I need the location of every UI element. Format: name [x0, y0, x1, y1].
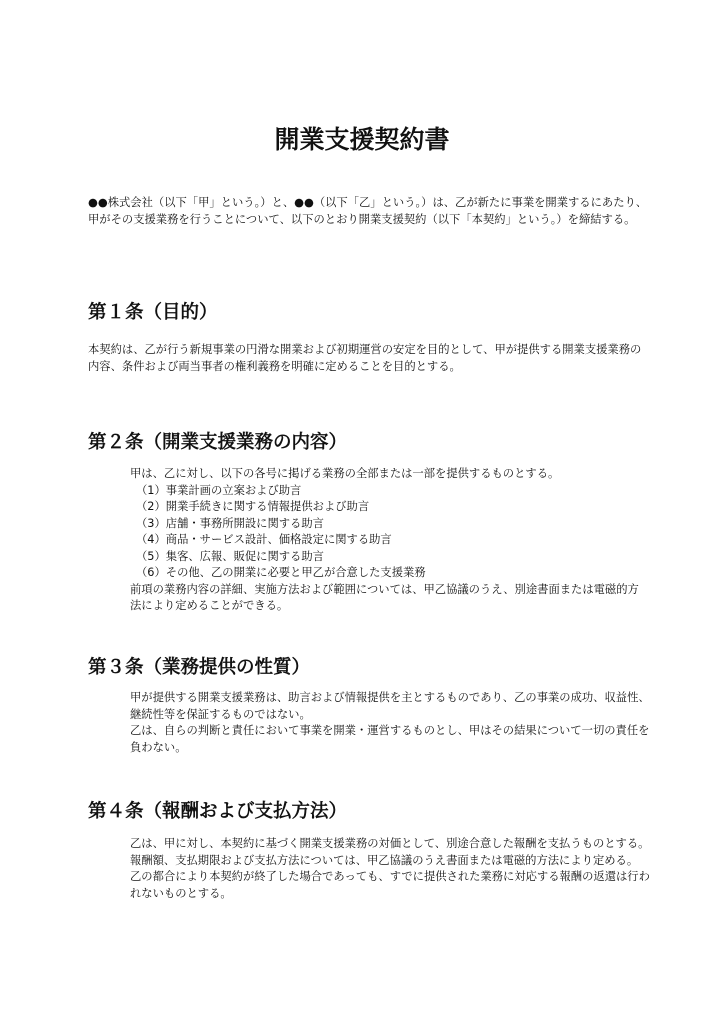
article-2-item-2: （2）開業手続きに関する情報提供および助言 — [136, 500, 370, 513]
intro-paragraph: ●●株式会社（以下「甲」という。）と、●●（以下「乙」という。）は、乙が新たに事業を開業するにあたり、甲がその支援業務を行うことについて、以下のとおり開業支援契約（以下「本契約」という。）を締結する。 — [88, 196, 648, 226]
article-3-body — [130, 690, 650, 756]
article-3-paragraph-2: 乙は、自らの判断と責任において事業を開業・運営するものとし、甲はその結果について一切の責任を負わない。 — [130, 724, 650, 754]
article-4-heading: 第４条（報酬および支払方法） — [88, 801, 348, 822]
article-1-body — [88, 342, 648, 375]
article-2-tail: 前項の業務内容の詳細、実施方法および範囲については、甲乙協議のうえ、別途書面または電磁的方法により定めることができる。 — [130, 582, 639, 612]
article-2-lead: 甲は、乙に対し、以下の各号に掲げる業務の全部または一部を提供するものとする。 — [130, 467, 560, 480]
article-2-item-4: （4）商品・サービス設計、価格設定に関する助言 — [136, 533, 392, 546]
article-2-item-5: （5）集客、広報、販促に関する助言 — [136, 549, 324, 563]
article-2-heading: 第２条（開業支援業務の内容） — [88, 432, 348, 453]
article-1-paragraph-1: 本契約は、乙が行う新規事業の円滑な開業および初期運営の安定を目的として、甲が提供する開業支援業務の内容、条件および両当事者の権利義務を明確に定めることを目的とする。 — [88, 343, 642, 373]
article-4-paragraph-1: 乙は、甲に対し、本契約に基づく開業支援業務の対価として、別途合意した報酬を支払うものとする。 — [130, 837, 650, 850]
article-4-body — [130, 836, 650, 902]
article-3-paragraph-1: 甲が提供する開業支援業務は、助言および情報提供を主とするものであり、乙の事業の成功、収益性、継続性等を保証するものではない。 — [130, 691, 650, 721]
article-2-item-1: （1）事業計画の立案および助言 — [136, 483, 302, 497]
article-4-paragraph-3: 乙の都合により本契約が終了した場合であっても、すでに提供された業務に対応する報酬の返還は行われないものとする。 — [130, 870, 650, 900]
article-3-heading: 第３条（業務提供の性質） — [88, 657, 311, 678]
article-1-heading: 第１条（目的） — [88, 302, 218, 323]
article-4-paragraph-2: 報酬額、支払期限および支払方法については、甲乙協議のうえ書面または電磁的方法により定める。 — [130, 853, 639, 867]
document-title: 開業支援契約書 — [274, 125, 450, 154]
article-2-body — [130, 466, 650, 615]
article-2-item-6: （6）その他、乙の開業に必要と甲乙が合意した支援業務 — [136, 566, 426, 579]
article-2-item-3: （3）店舗・事務所開設に関する助言 — [136, 516, 324, 530]
